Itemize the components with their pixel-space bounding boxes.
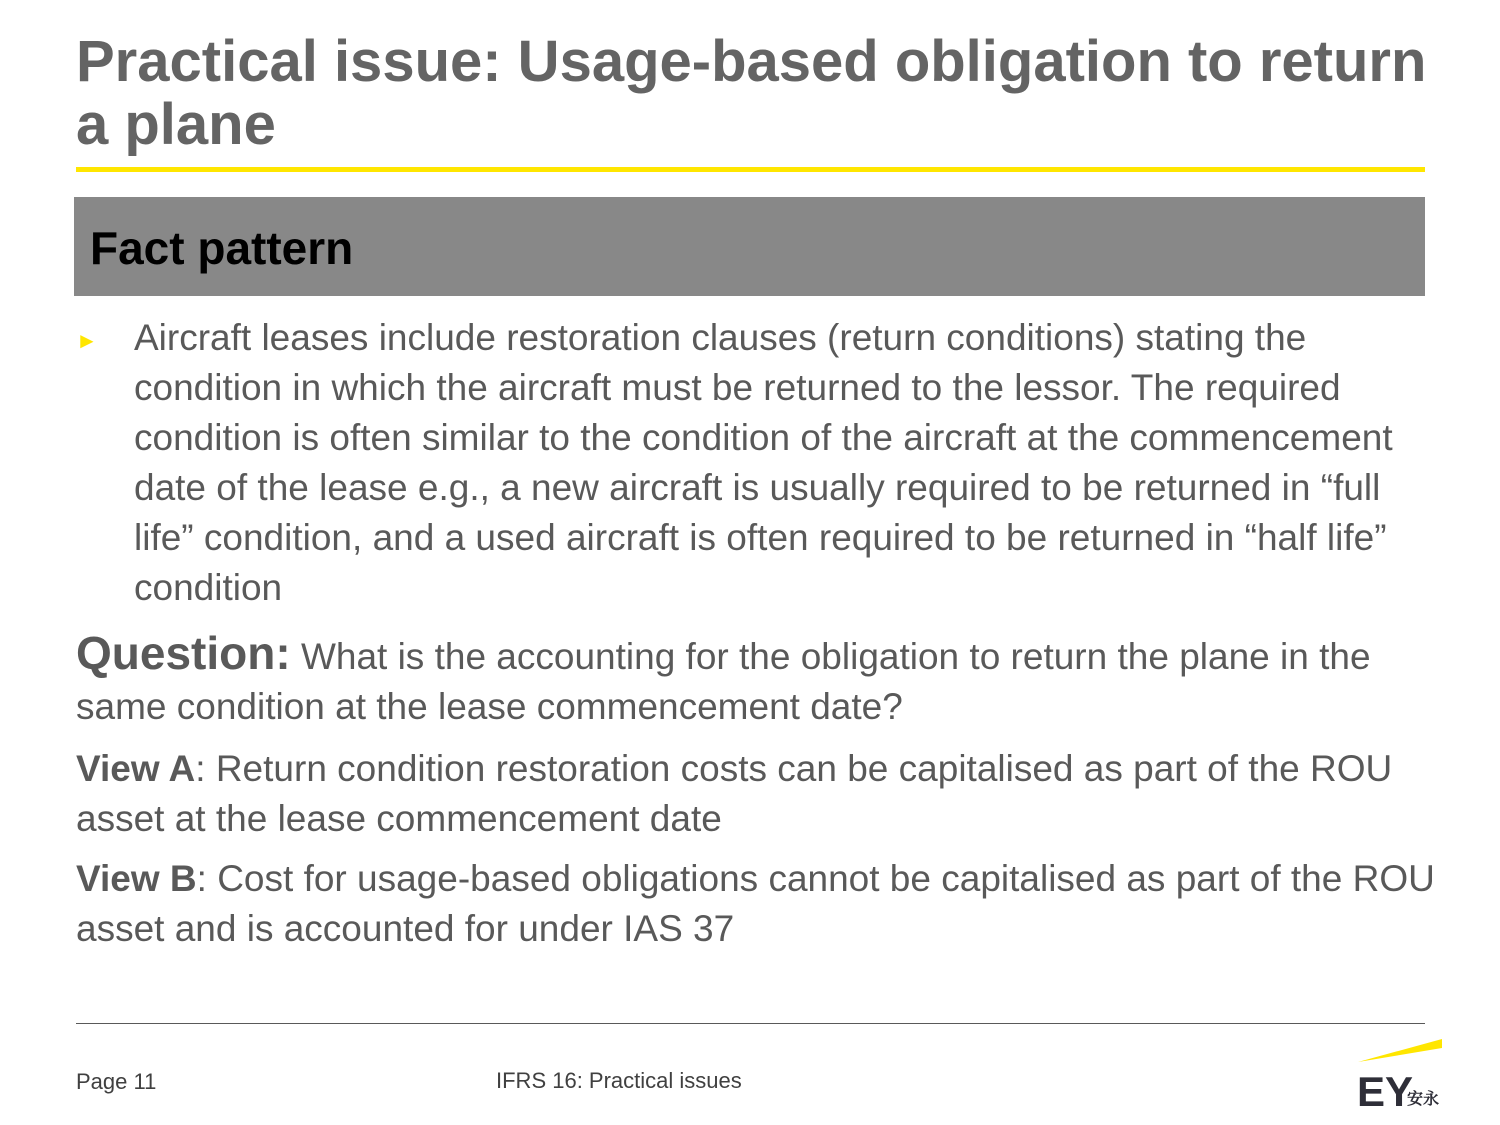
view-a-text: : Return condition restoration costs can be capitalised as part of the ROU asset at the lease commencement date — [76, 748, 1393, 839]
view-b-paragraph — [76, 854, 1436, 954]
question-label: Question: — [76, 627, 291, 679]
question-text: What is the accounting for the obligation to return the plane in the same condition at the lease commencement date? — [76, 636, 1371, 727]
view-b-label: View B — [76, 858, 197, 899]
slide-title: Practical issue: Usage-based obligation to return a plane — [76, 29, 1427, 157]
page-number: Page 11 — [76, 1069, 157, 1094]
section-header-bar — [74, 197, 1425, 296]
view-a-label: View A — [76, 748, 196, 789]
ey-logo-chinese: 安永 — [1407, 1089, 1440, 1108]
bullet-arrow-icon: ► — [76, 328, 98, 353]
ey-logo-icon — [1355, 1036, 1445, 1110]
view-b-text: : Cost for usage-based obligations cannot be capitalised as part of the ROU asset and is accounted for under IAS 37 — [76, 858, 1435, 949]
fact-bullet-text: Aircraft leases include restoration clauses (return conditions) stating the condition in which the aircraft must be returned to the lessor. The required condition is often similar to the condition of the aircraft at the commencement date of the lease e.g., a new aircraft is usually required to be returned in “full life” condition, and a used aircraft is often required to be returned in “half life” condition — [134, 317, 1393, 608]
section-header-label: Fact pattern — [90, 222, 354, 274]
ey-logo-text: EY — [1357, 1068, 1414, 1110]
footer-title: IFRS 16: Practical issues — [496, 1068, 742, 1093]
view-a-paragraph — [76, 744, 1436, 844]
title-underline — [76, 167, 1425, 172]
question-paragraph — [76, 628, 1436, 732]
footer-divider — [76, 1023, 1425, 1024]
